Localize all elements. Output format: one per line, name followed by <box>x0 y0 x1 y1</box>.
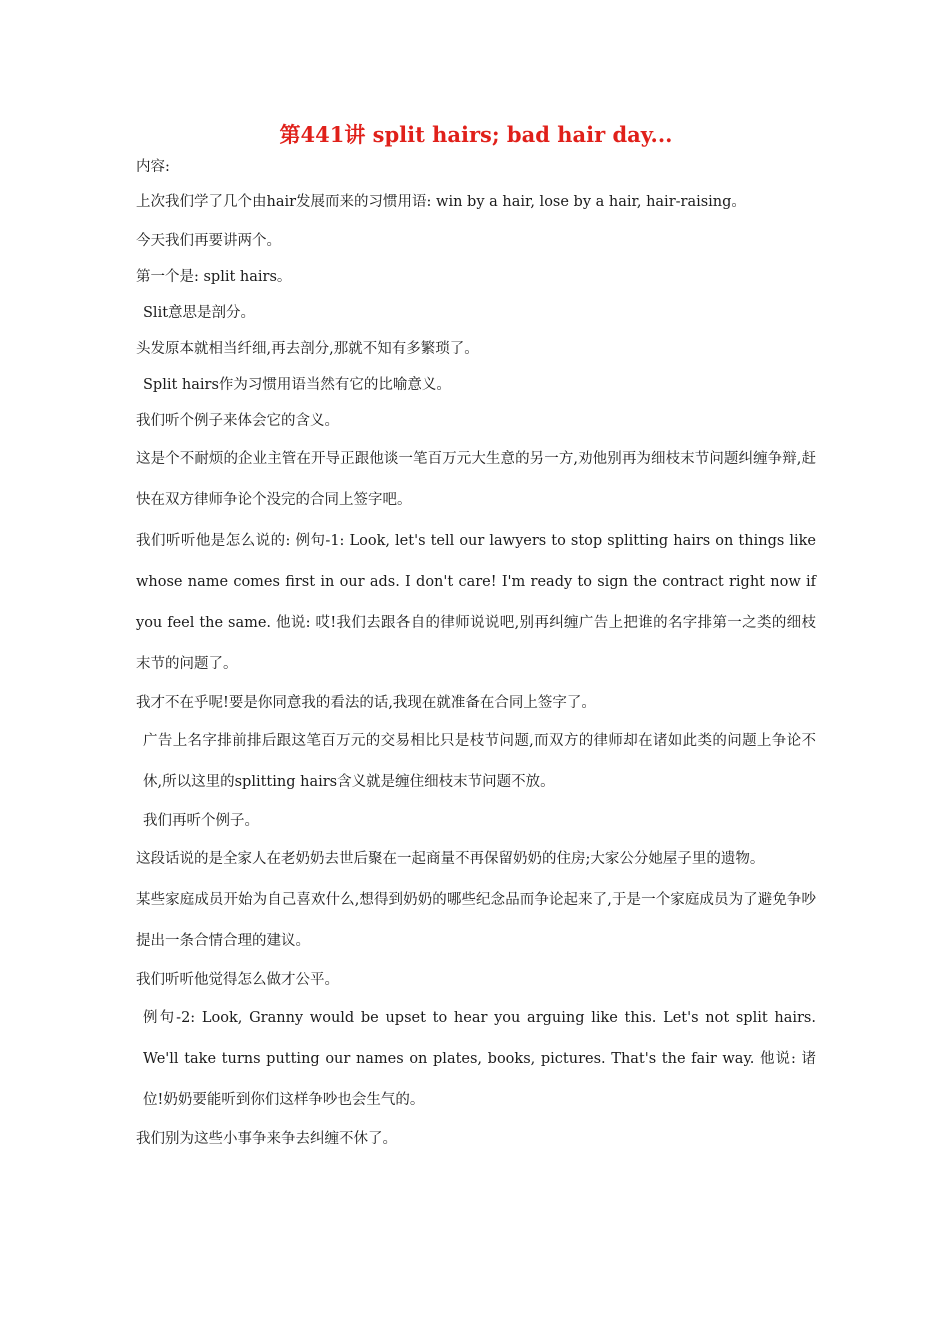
paragraph: 头发原本就相当纤细,再去剖分,那就不知有多繁琐了。 <box>136 341 479 357</box>
document-page <box>136 118 816 1157</box>
paragraph: 我们听听他是怎么说的: 例句-1: Look, let's tell our lawyers to stop splitting hairs on things like whose name comes first in our ads. I don't care! I'm ready to sign the contract right now if you feel the same. 他说: 哎!我们去跟各自的律师说说吧,别再纠缠广告上把谁的名字排第一之类的细枝末节的问题了。 <box>136 533 816 672</box>
paragraph: 某些家庭成员开始为自己喜欢什么,想得到奶奶的哪些纪念品而争论起来了,于是一个家庭成员为了避免争吵提出一条合情合理的建议。 <box>136 892 816 949</box>
paragraph: Slit意思是剖分。 <box>143 305 256 321</box>
paragraph: 例句-2: Look, Granny would be upset to hear you arguing like this. Let's not split hairs. We'll take turns putting our names on plates, books, pictures. That's the fair way. 他说: 诸位!奶奶要能听到你们这样争吵也会生气的。 <box>143 1010 816 1108</box>
paragraph: 我们听听他觉得怎么做才公平。 <box>136 972 339 988</box>
paragraph: 今天我们再要讲两个。 <box>136 233 281 249</box>
paragraph: 上次我们学了几个由hair发展而来的习惯用语: win by a hair, lose by a hair, hair-raising。 <box>136 194 746 210</box>
paragraph: 第一个是: split hairs。 <box>136 269 292 285</box>
content-label: 内容: <box>136 159 170 175</box>
paragraph: 这段话说的是全家人在老奶奶去世后聚在一起商量不再保留奶奶的住房;大家公分她屋子里的遗物。 <box>136 851 765 867</box>
paragraph: 我们别为这些小事争来争去纠缠不休了。 <box>136 1131 397 1147</box>
paragraph: 我才不在乎呢!要是你同意我的看法的话,我现在就准备在合同上签字了。 <box>136 695 596 711</box>
paragraph: 我们听个例子来体会它的含义。 <box>136 413 339 429</box>
paragraph: 我们再听个例子。 <box>143 813 259 829</box>
paragraph: 这是个不耐烦的企业主管在开导正跟他谈一笔百万元大生意的另一方,劝他别再为细枝末节问题纠缠争辩,赶快在双方律师争论个没完的合同上签字吧。 <box>136 451 816 508</box>
paragraph: Split hairs作为习惯用语当然有它的比喻意义。 <box>143 377 451 393</box>
document-title: 第441讲 split hairs; bad hair day... <box>279 122 673 147</box>
paragraph: 广告上名字排前排后跟这笔百万元的交易相比只是枝节问题,而双方的律师却在诸如此类的问题上争论不休,所以这里的splitting hairs含义就是缠住细枝末节问题不放。 <box>143 733 816 790</box>
